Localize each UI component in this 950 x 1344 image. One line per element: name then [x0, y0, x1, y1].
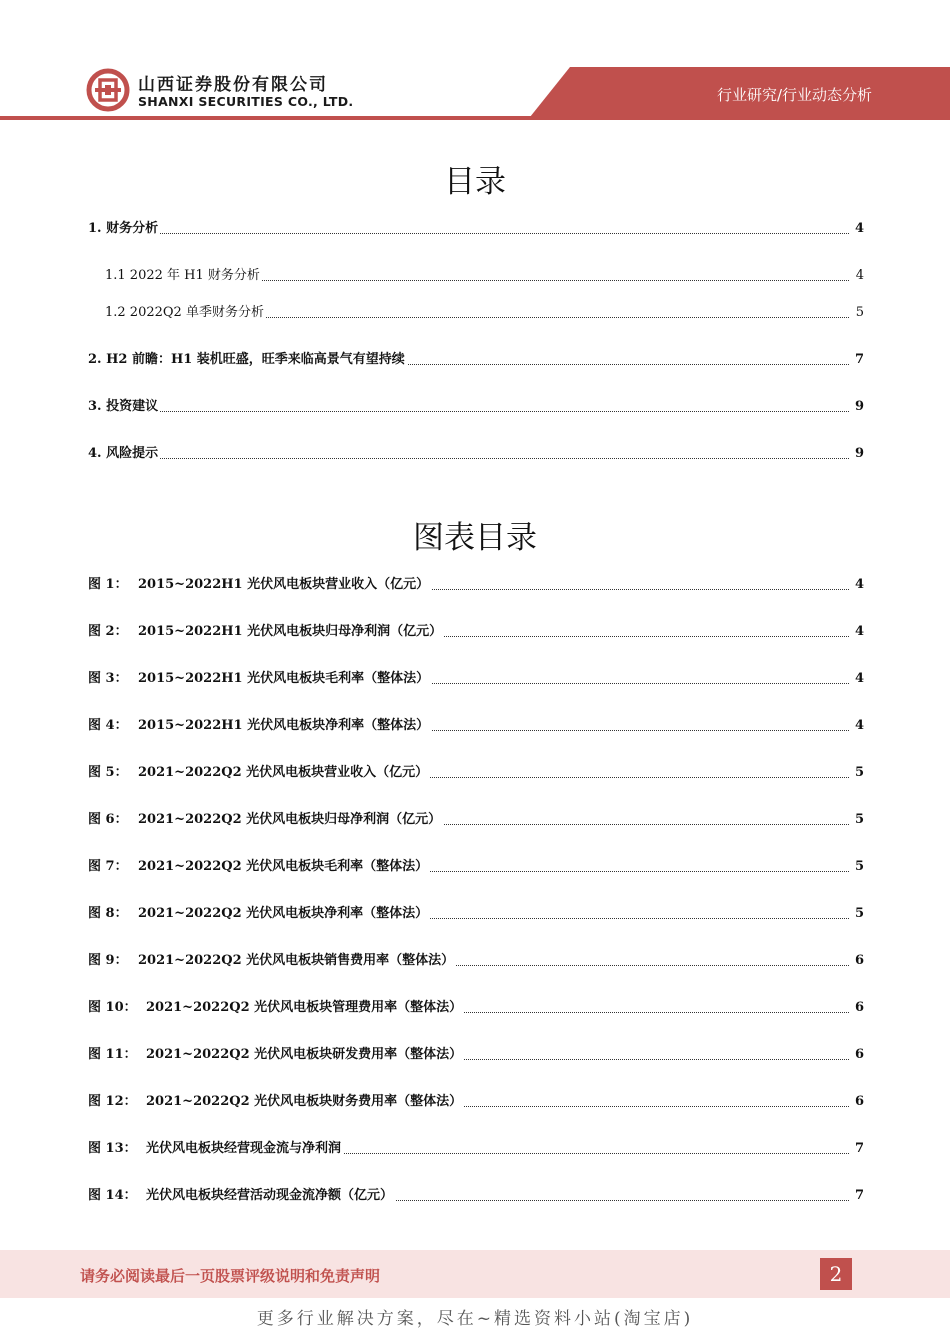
figure-title: 2021~2022Q2 光伏风电板块净利率（整体法）: [138, 906, 429, 921]
page-header: [0, 0, 950, 128]
toc-entry[interactable]: [0, 304, 950, 324]
toc-leader-dots: [88, 232, 849, 234]
figure-page: 4: [854, 624, 864, 639]
toc-entry-label: 1. 财务分析: [88, 221, 159, 236]
figure-page: 5: [854, 906, 864, 921]
figure-entry[interactable]: [0, 1093, 950, 1113]
figure-number: 图 7：: [88, 859, 128, 874]
toc-leader-dots: [88, 457, 849, 459]
toc-entry[interactable]: [0, 351, 950, 371]
figure-page: 5: [854, 859, 864, 874]
figure-number: 图 12：: [88, 1094, 137, 1109]
figure-number: 图 3：: [88, 671, 128, 686]
figure-title: 2015~2022H1 光伏风电板块净利率（整体法）: [138, 718, 430, 733]
figure-number: 图 9：: [88, 953, 128, 968]
toc-entry-page: 5: [855, 305, 864, 320]
figure-entry[interactable]: [0, 952, 950, 972]
figure-number: 图 13：: [88, 1141, 137, 1156]
company-name-en: SHANXI SECURITIES CO., LTD.: [138, 94, 354, 109]
figure-page: 6: [854, 1047, 864, 1062]
company-name-cn: 山西证券股份有限公司: [138, 75, 328, 95]
toc-entry-label: 1.2 2022Q2 单季财务分析: [105, 305, 264, 320]
figure-entry[interactable]: [0, 764, 950, 784]
figure-number: 图 8：: [88, 906, 128, 921]
figure-page: 4: [854, 718, 864, 733]
figure-title: 2021~2022Q2 光伏风电板块销售费用率（整体法）: [138, 953, 455, 968]
figure-entry[interactable]: [0, 905, 950, 925]
toc-entry-label: 3. 投资建议: [88, 399, 159, 414]
figure-title: 2021~2022Q2 光伏风电板块管理费用率（整体法）: [146, 1000, 463, 1015]
toc-entry[interactable]: [0, 220, 950, 240]
toc-title: 目录: [444, 164, 506, 200]
figure-entry[interactable]: [0, 1046, 950, 1066]
figure-page: 4: [854, 577, 864, 592]
toc-leader-dots: [88, 410, 849, 412]
figure-entry[interactable]: [0, 811, 950, 831]
figure-entry[interactable]: [0, 576, 950, 596]
company-logo-icon: [86, 68, 130, 112]
figure-page: 4: [854, 671, 864, 686]
figure-number: 图 10：: [88, 1000, 137, 1015]
figure-entry[interactable]: [0, 623, 950, 643]
figure-entry[interactable]: [0, 1187, 950, 1207]
figure-title: 2015~2022H1 光伏风电板块归母净利润（亿元）: [138, 624, 443, 639]
figure-entry[interactable]: [0, 670, 950, 690]
figure-title: 光伏风电板块经营活动现金流净额（亿元）: [146, 1188, 394, 1203]
figure-title: 光伏风电板块经营现金流与净利润: [146, 1141, 342, 1156]
page-number: 2: [820, 1258, 852, 1290]
figure-number: 图 2：: [88, 624, 128, 639]
figure-page: 5: [854, 812, 864, 827]
figure-number: 图 4：: [88, 718, 128, 733]
figure-entry[interactable]: [0, 858, 950, 878]
figure-title: 2015~2022H1 光伏风电板块毛利率（整体法）: [138, 671, 430, 686]
figure-number: 图 11：: [88, 1047, 137, 1062]
figure-page: 7: [854, 1188, 864, 1203]
report-category: 行业研究/行业动态分析: [716, 86, 872, 104]
figure-entry[interactable]: [0, 999, 950, 1019]
disclaimer-text: 请务必阅读最后一页股票评级说明和免责声明: [80, 1267, 381, 1285]
figure-list-title: 图表目录: [413, 520, 537, 556]
toc-entry[interactable]: [0, 445, 950, 465]
toc-entry[interactable]: [0, 267, 950, 287]
toc-entry-page: 9: [854, 446, 864, 461]
figure-page: 6: [854, 953, 864, 968]
figure-title: 2021~2022Q2 光伏风电板块毛利率（整体法）: [138, 859, 429, 874]
toc-entry[interactable]: [0, 398, 950, 418]
toc-entry-page: 4: [854, 221, 864, 236]
figure-page: 6: [854, 1000, 864, 1015]
figure-number: 图 14：: [88, 1188, 137, 1203]
toc-entry-label: 4. 风险提示: [88, 446, 159, 461]
figure-title: 2021~2022Q2 光伏风电板块营业收入（亿元）: [138, 765, 429, 780]
figure-number: 图 1：: [88, 577, 128, 592]
figure-page: 5: [854, 765, 864, 780]
figure-title: 2015~2022H1 光伏风电板块营业收入（亿元）: [138, 577, 430, 592]
figure-title: 2021~2022Q2 光伏风电板块研发费用率（整体法）: [146, 1047, 463, 1062]
figure-entry[interactable]: [0, 717, 950, 737]
figure-title: 2021~2022Q2 光伏风电板块归母净利润（亿元）: [138, 812, 442, 827]
toc-entry-label: 2. H2 前瞻：H1 装机旺盛，旺季来临高景气有望持续: [88, 352, 405, 367]
watermark-text: 更多行业解决方案，尽在~精选资料小站(淘宝店): [256, 1309, 694, 1329]
figure-number: 图 5：: [88, 765, 128, 780]
toc-entry-label: 1.1 2022 年 H1 财务分析: [105, 268, 260, 283]
toc-entry-page: 4: [855, 268, 864, 283]
toc-entry-page: 7: [854, 352, 864, 367]
figure-page: 6: [854, 1094, 864, 1109]
toc-entry-page: 9: [854, 399, 864, 414]
header-rule: [0, 116, 950, 120]
figure-title: 2021~2022Q2 光伏风电板块财务费用率（整体法）: [146, 1094, 463, 1109]
figure-entry[interactable]: [0, 1140, 950, 1160]
figure-number: 图 6：: [88, 812, 128, 827]
figure-page: 7: [854, 1141, 864, 1156]
